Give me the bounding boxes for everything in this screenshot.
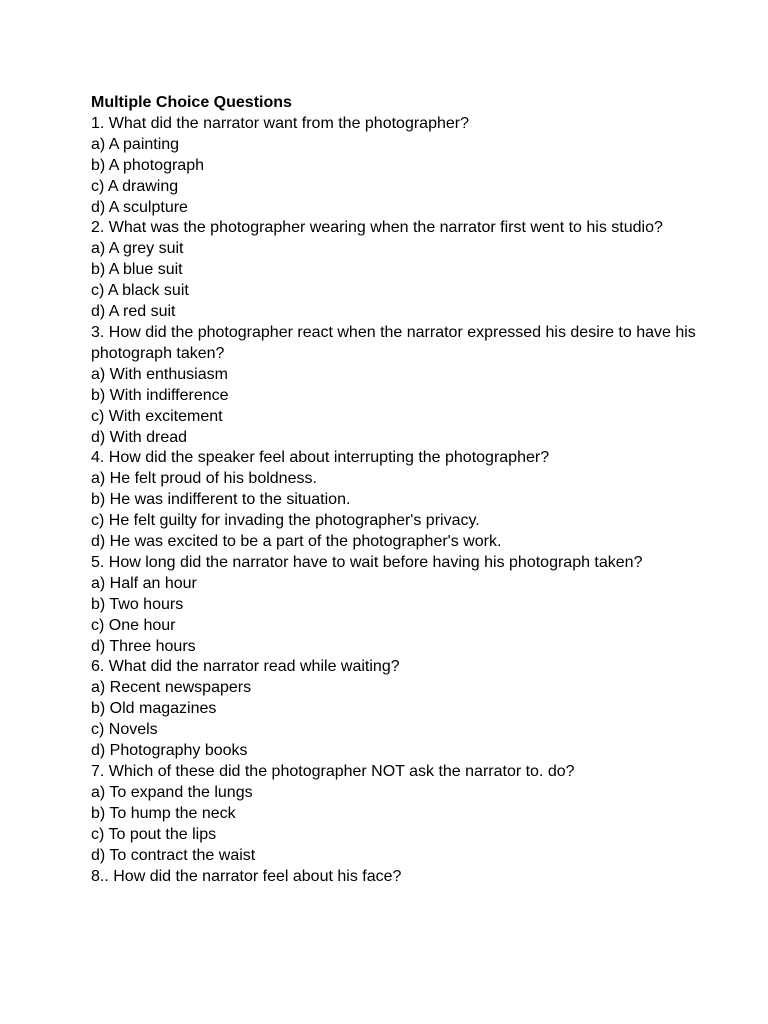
question-6: 6. What did the narrator read while waiting? [91,658,400,676]
option-5d: d) Three hours [91,637,196,655]
option-1b: b) A photograph [91,156,204,174]
document-heading: Multiple Choice Questions [91,94,292,111]
question-5: 5. How long did the narrator have to wait before having his photograph taken? [91,553,643,571]
option-1c: c) A drawing [91,177,179,195]
option-7d: d) To contract the waist [91,846,256,864]
option-3d: d) With dread [91,428,188,446]
question-1: 1. What did the narrator want from the photographer? [91,114,469,132]
option-5b: b) Two hours [91,595,184,613]
option-4b: b) He was indifferent to the situation. [91,491,351,509]
option-4c: c) He felt guilty for invading the photographer's privacy. [91,512,480,530]
option-1a: a) A painting [91,135,180,153]
option-5c: c) One hour [91,616,176,634]
option-3b: b) With indifference [91,386,229,404]
option-5a: a) Half an hour [91,574,197,592]
option-7a: a) To expand the lungs [91,783,253,801]
question-3: 3. How did the photographer react when the narrator expressed his desire to have his photograph taken? [91,323,696,362]
question-8: 8.. How did the narrator feel about his face? [91,867,402,885]
question-4: 4. How did the speaker feel about interrupting the photographer? [91,449,550,467]
option-2a: a) A grey suit [91,240,184,258]
option-2d: d) A red suit [91,303,176,321]
option-4d: d) He was excited to be a part of the photographer's work. [91,533,502,551]
document-content [91,93,741,887]
option-2b: b) A blue suit [91,261,183,279]
option-4a: a) He felt proud of his boldness. [91,470,317,488]
option-6c: c) Novels [91,721,158,739]
option-3c: c) With excitement [91,407,223,425]
option-2c: c) A black suit [91,282,189,300]
option-6b: b) Old magazines [91,700,217,718]
option-1d: d) A sculpture [91,198,188,216]
option-3a: a) With enthusiasm [91,365,228,383]
option-7b: b) To hump the neck [91,804,236,822]
option-6a: a) Recent newspapers [91,679,252,697]
option-7c: c) To pout the lips [91,825,217,843]
question-2: 2. What was the photographer wearing when the narrator first went to his studio? [91,219,663,237]
option-6d: d) Photography books [91,742,248,760]
question-7: 7. Which of these did the photographer NOT ask the narrator to. do? [91,763,575,780]
